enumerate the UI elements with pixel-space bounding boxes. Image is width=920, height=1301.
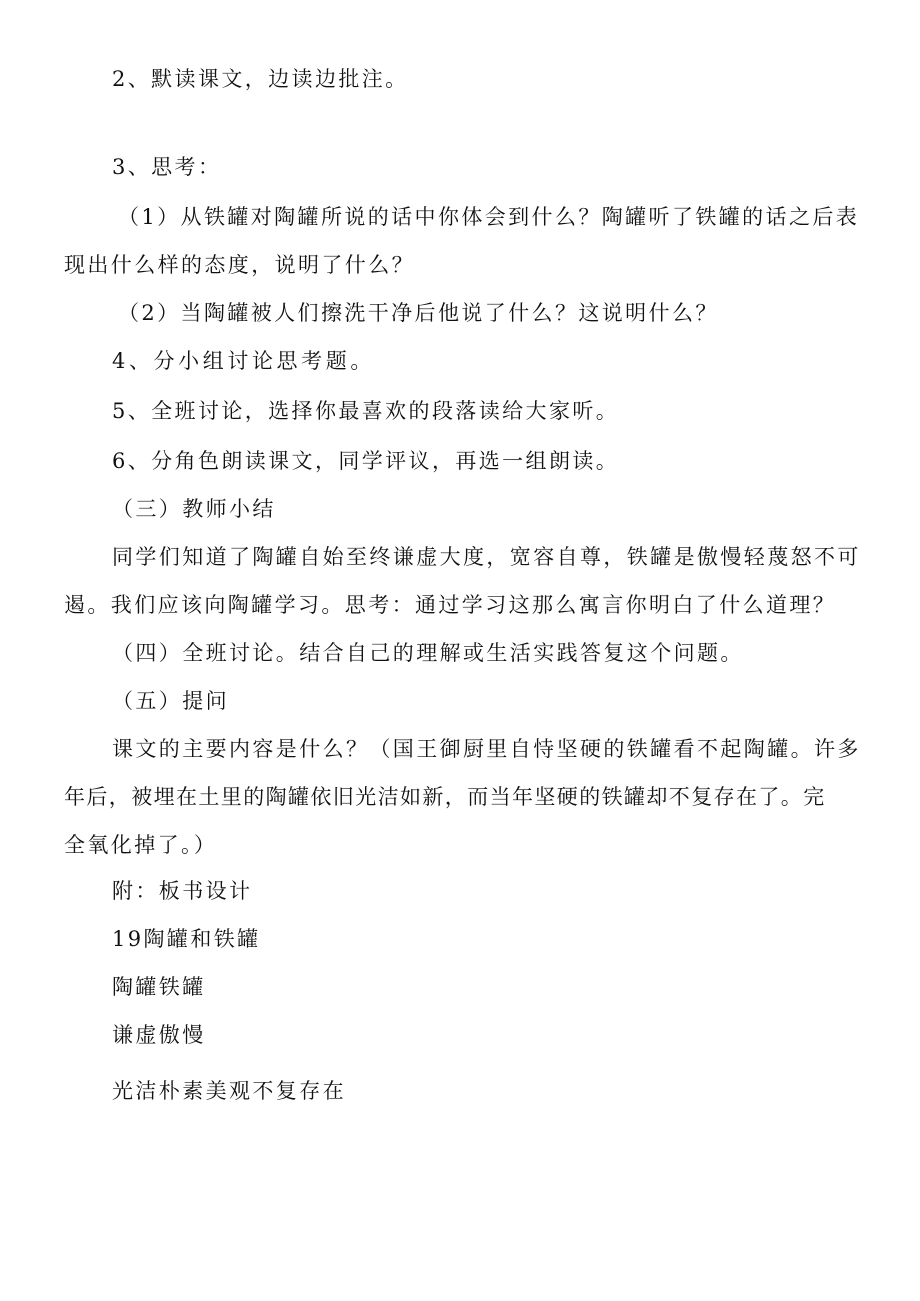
- section-class-discussion: （四）全班讨论。结合自己的理解或生活实践答复这个问题。: [112, 641, 744, 665]
- section-questions-heading: （五）提问: [112, 689, 229, 713]
- board-row-2: 谦虚傲慢: [112, 1023, 206, 1047]
- step-6-role-reading: 6、分角色朗读课文，同学评议，再选一组朗读。: [112, 449, 620, 473]
- step-3-thinking-heading: 3、思考：: [112, 155, 222, 179]
- step-2-silent-reading: 2、默读课文，边读边批注。: [112, 67, 409, 91]
- board-design-heading: 附：板书设计: [112, 879, 253, 903]
- step-4-group-discussion: 4、分小组讨论思考题。: [112, 349, 375, 373]
- board-row-1: 陶罐铁罐: [112, 975, 206, 999]
- step-5-class-discussion: 5、全班讨论，选择你最喜欢的段落读给大家听。: [112, 399, 620, 423]
- summary-paragraph-line-2: 遏。我们应该向陶罐学习。思考：通过学习这那么寓言你明白了什么道理？: [64, 593, 837, 617]
- question-1-line-2: 现出什么样的态度，说明了什么？: [64, 253, 415, 277]
- section-teacher-summary-heading: （三）教师小结: [112, 497, 276, 521]
- board-title: 19陶罐和铁罐: [112, 927, 261, 951]
- question-1-line-1: （1）从铁罐对陶罐所说的话中你体会到什么？陶罐听了铁罐的话之后表: [118, 205, 860, 229]
- main-content-line-2: 年后，被埋在土里的陶罐依旧光洁如新，而当年坚硬的铁罐却不复存在了。完: [64, 785, 826, 809]
- question-2: （2）当陶罐被人们擦洗干净后他说了什么？这说明什么？: [118, 301, 719, 325]
- board-row-3: 光洁朴素美观不复存在: [112, 1079, 346, 1103]
- summary-paragraph-line-1: 同学们知道了陶罐自始至终谦虚大度，宽容自尊，铁罐是傲慢轻蔑怒不可: [112, 545, 861, 569]
- main-content-line-3: 全氧化掉了。）: [64, 833, 218, 857]
- main-content-line-1: 课文的主要内容是什么？（国王御厨里自恃坚硬的铁罐看不起陶罐。许多: [112, 737, 861, 761]
